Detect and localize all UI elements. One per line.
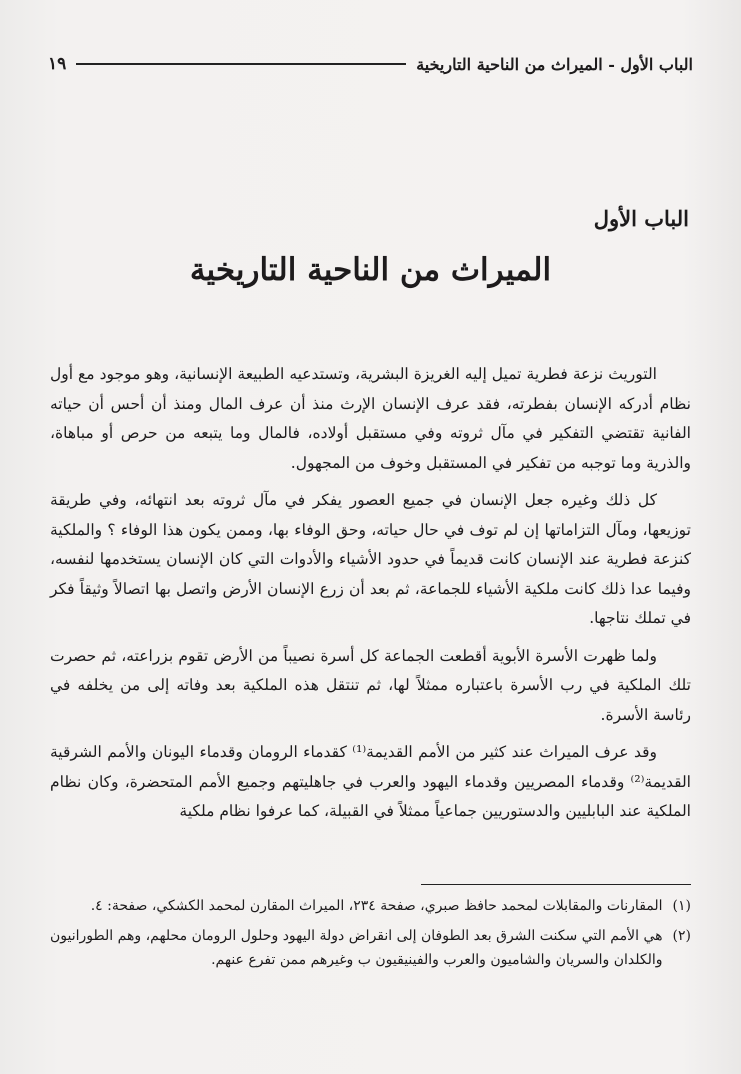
running-head-rule [76, 63, 406, 65]
footnote-number: (٢) [672, 928, 691, 944]
paragraph: ولما ظهرت الأسرة الأبوية أقطعت الجماعة كل أسرة نصيباً من الأرض تقوم بزراعته، ثم حصرت تلك الملكية في رب الأسرة باعتباره ممثلاً لها، ثم تنتقل هذه الملكية بعد وفاته إلى من يخلفه في رئاسة الأسرة. [50, 646, 691, 724]
footnote-number: (١) [672, 898, 691, 914]
paragraph: كل ذلك وغيره جعل الإنسان في جميع العصور يفكر في مآل ثروته بعد انتهائه، وفي طريقة توزيعها، ومآل التزاماتها إن لم توف في حال حياته، وحق الوفاء بها، وممن يكون هذا الوفاء ؟ والملكية كنزعة فطرية عند الإنسان كانت قديماً في حدود الأشياء والأدوات التي كان الإنسان يستخدمها لنفسه، وفيما عدا ذلك كانت ملكية الأشياء للجماعة، ثم بعد أن زرع الإنسان الأرض واتصل بها اتصالاً وثيقاً فكر في تملك نتاجها. [50, 491, 691, 627]
footnote-text: المقارنات والمقابلات لمحمد حافظ صبري، صفحة ٢٣٤، الميراث المقارن لمحمد الكشكي، صفحة: ٤. [90, 898, 663, 914]
footnote [50, 924, 691, 972]
body-text [50, 360, 691, 835]
footnote-text: هي الأمم التي سكنت الشرق بعد الطوفان إلى انقراض دولة اليهود وحلول الرومان محلهم، وهم الطورانيون والكلدان والسريان والشاميون والعرب والفينيقيون ب وغيرهم ممن تفرع عنهم. [50, 928, 663, 968]
chapter-title: الميراث من الناحية التاريخية [189, 252, 552, 288]
footnote [50, 894, 691, 918]
footnote-separator [421, 884, 691, 885]
chapter-label: الباب الأول [593, 206, 689, 231]
paragraph: التوريث نزعة فطرية تميل إليه الغريزة البشرية، وتستدعيه الطبيعة الإنسانية، وهو موجود مع أول نظام أدركه الإنسان بفطرته، فقد عرف الإنسان الإرث منذ أن عرف المال ومنذ أن أحس أن حياته الفانية تقتضي التفكير في مآل ثروته وفي مستقبل أولاده، فالمال وما يتبعه من حرص أو مباهاة، والذرية وما توجبه من تفكير في المستقبل وخوف من المجهول. [50, 365, 691, 472]
footnotes [50, 894, 691, 978]
running-head-title: الباب الأول - الميراث من الناحية التاريخية [416, 54, 693, 74]
running-head [48, 50, 693, 78]
page-number: ١٩ [48, 54, 67, 74]
paragraph: وقد عرف الميراث عند كثير من الأمم القديمة⁽¹⁾ كقدماء الرومان وقدماء اليونان والأمم الشرقية القديمة⁽²⁾ وقدماء المصريين وقدماء اليهود والعرب في جاهليتهم وجميع الأمم المتحضرة، وكان نظام الملكية عند البابليين والدستوريين جماعياً ممثلاً في القبيلة، كما عرفوا نظام ملكية [50, 743, 691, 820]
